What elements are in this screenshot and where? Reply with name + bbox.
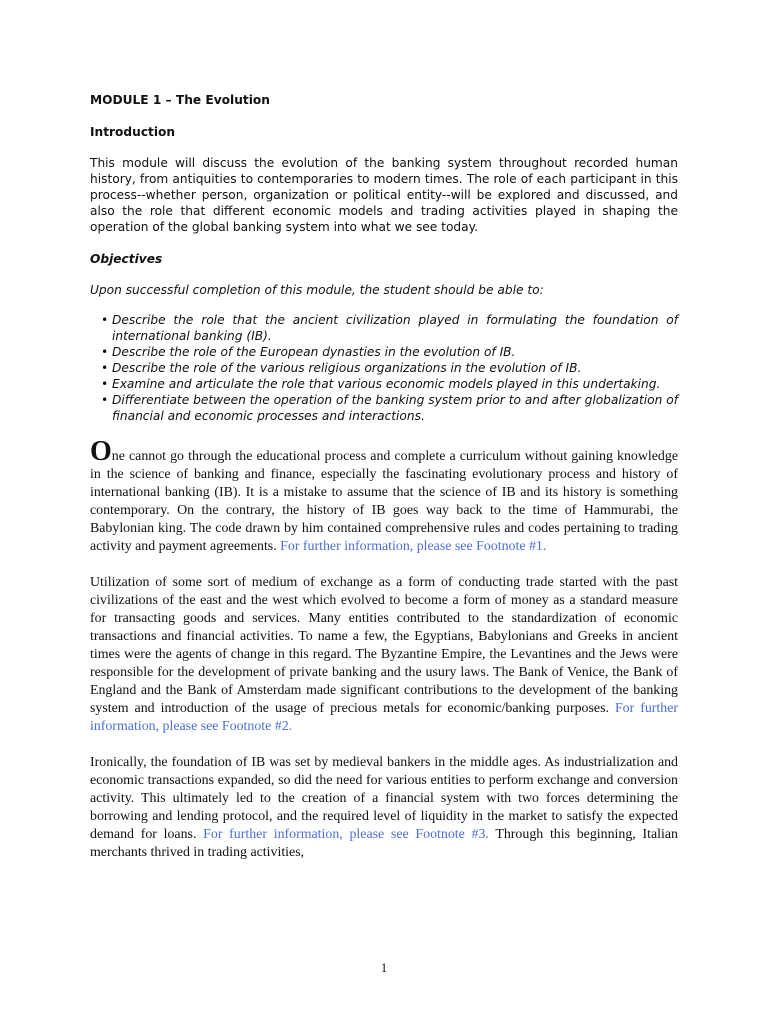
module-title: MODULE 1 – The Evolution [90, 93, 270, 107]
footnote-2-link[interactable]: For further information, please see Footnote #2. [90, 701, 678, 734]
introduction-heading: Introduction [90, 125, 176, 139]
objective-item [90, 376, 678, 392]
bullet-icon: • [101, 313, 109, 327]
objectives-heading: Objectives [90, 252, 163, 266]
bullet-icon: • [101, 393, 109, 407]
introduction-paragraph: This module will discuss the evolution of the banking system throughout recorded human history, from antiquities to contemporaries to modern times. The role of each participant in this process--whether person, organization or political entity--will be explored and discussed, and also the role that different economic models and trading activities played in shaping the operation of the global banking system into what we see today. [90, 156, 678, 234]
paragraph-text: Ironically, the foundation of IB was set by medieval bankers in the middle ages. As industrialization and economic transactions expanded, so did the need for various entities to perform exchange and conversion activity. This ultimately led to the creation of a financial system with two forces determining the borrowing and lending protocol, and the required level of liquidity in the market to satisfy the expected demand for loans. [90, 755, 678, 842]
objective-text: Describe the role of the various religious organizations in the evolution of IB. [112, 361, 582, 375]
body-paragraph-3 [90, 754, 678, 862]
body-paragraph-2 [90, 574, 678, 736]
paragraph-text: Utilization of some sort of medium of exchange as a form of conducting trade started with the past civilizations of the east and the west which evolved to become a form of money as a standard measure for transacting goods and services. Many entities contributed to the standardization of economic transactions and financial activities. To name a few, the Egyptians, Babylonians and Greeks in ancient times were the agents of change in this regard. The Byzantine Empire, the Levantines and the Jews were responsible for the development of private banking and the usury laws. The Bank of Venice, the Bank of England and the Bank of Amsterdam made significant contributions to the development of the banking system and introduction of the usage of precious metals for economic/banking purposes. [90, 575, 678, 716]
objective-text: Describe the role that the ancient civilization played in formulating the foundation of international banking (IB). [112, 313, 678, 343]
paragraph-text: Through this beginning, Italian merchants thrived in trading activities, [90, 827, 678, 860]
objective-item [90, 344, 678, 360]
objective-item [90, 392, 678, 424]
bullet-icon: • [101, 377, 109, 391]
objective-text: Describe the role of the European dynasties in the evolution of IB. [112, 345, 516, 359]
bullet-icon: • [101, 361, 109, 375]
objective-text: Differentiate between the operation of the banking system prior to and after globalization of financial and economic processes and interactions. [112, 393, 678, 423]
footnote-1-link[interactable]: For further information, please see Footnote #1. [280, 539, 547, 554]
footnote-3-link[interactable]: For further information, please see Footnote #3. [203, 827, 489, 842]
page-number: 1 [380, 961, 388, 975]
objective-item [90, 312, 678, 344]
body-paragraph-1 [90, 436, 678, 556]
drop-cap: O [90, 436, 112, 467]
bullet-icon: • [101, 345, 109, 359]
objectives-list [90, 312, 678, 424]
document-page [90, 92, 678, 862]
objective-item [90, 360, 678, 376]
objectives-lead: Upon successful completion of this module, the student should be able to: [90, 283, 544, 297]
objective-text: Examine and articulate the role that various economic models played in this undertaking. [112, 377, 661, 391]
paragraph-text: ne cannot go through the educational process and complete a curriculum without gaining knowledge in the science of banking and finance, especially the fascinating evolutionary process and history of international banking (IB). It is a mistake to assume that the science of IB and its history is something contemporary. On the contrary, the history of IB goes way back to the time of Hammurabi, the Babylonian king. The code drawn by him contained comprehensive rules and codes pertaining to trading activity and payment agreements. [90, 449, 678, 554]
